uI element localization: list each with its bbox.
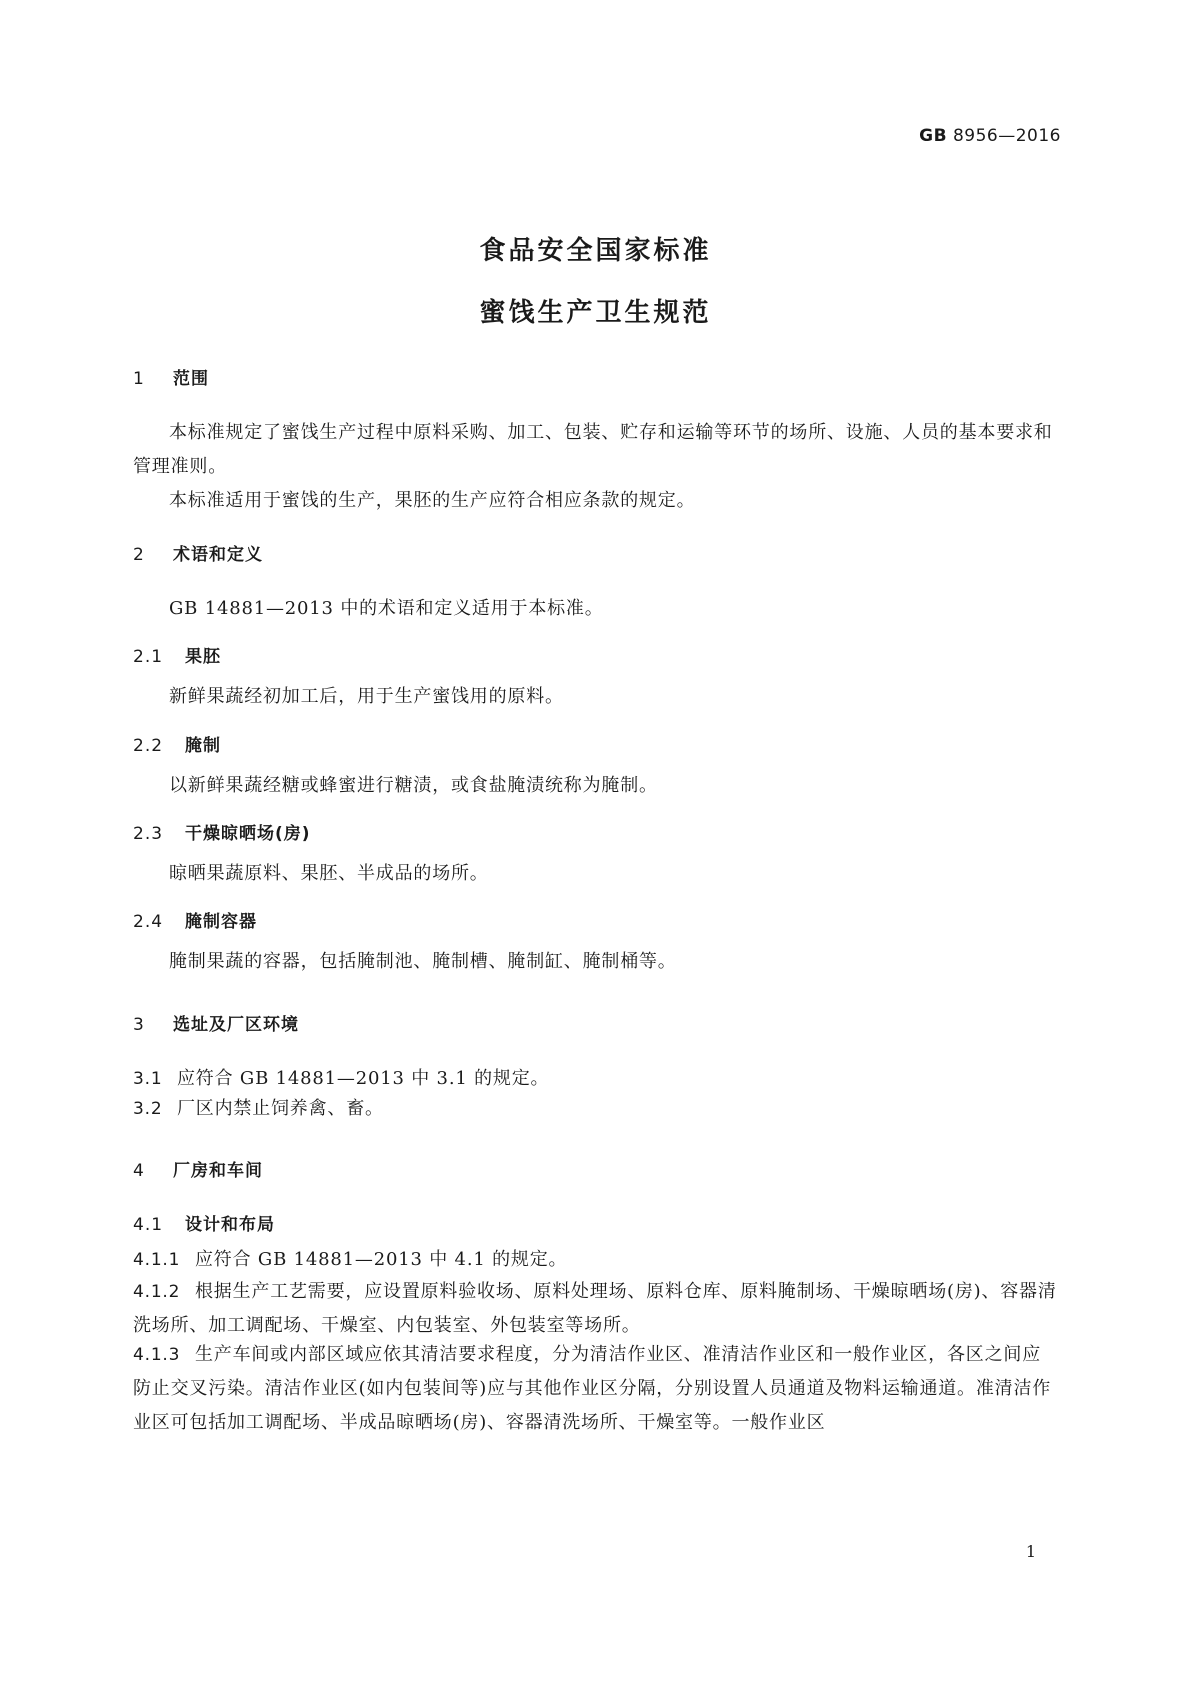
heading-2-2 bbox=[133, 731, 221, 756]
subsection-number: 4.1 bbox=[133, 1215, 164, 1235]
heading-2-1 bbox=[133, 642, 221, 667]
terms-paragraph: GB 14881—2013 中的术语和定义适用于本标准。 bbox=[169, 598, 604, 619]
subsection-title: 腌制 bbox=[185, 736, 221, 756]
document-title-line2: 蜜饯生产卫生规范 bbox=[479, 298, 712, 328]
section-title: 术语和定义 bbox=[173, 545, 263, 565]
standard-code bbox=[919, 126, 1061, 146]
standard-number: 8956—2016 bbox=[952, 126, 1061, 146]
subsection-number: 2.2 bbox=[133, 736, 164, 756]
clause-number: 4.1.3 bbox=[133, 1345, 181, 1365]
subsection-number: 2.4 bbox=[133, 912, 164, 932]
definition-2-4: 腌制果蔬的容器，包括腌制池、腌制槽、腌制缸、腌制桶等。 bbox=[169, 951, 677, 972]
subsection-title: 腌制容器 bbox=[185, 912, 257, 932]
definition-2-3: 晾晒果蔬原料、果胚、半成品的场所。 bbox=[169, 863, 489, 884]
heading-2-4 bbox=[133, 907, 257, 932]
heading-section-3 bbox=[133, 1010, 299, 1035]
subsection-title: 设计和布局 bbox=[185, 1215, 275, 1235]
definition-2-1: 新鲜果蔬经初加工后，用于生产蜜饯用的原料。 bbox=[169, 686, 564, 707]
scope-paragraph-1: 本标准规定了蜜饯生产过程中原料采购、加工、包装、贮存和运输等环节的场所、设施、人员的基本要求和管理准则。 bbox=[133, 422, 1053, 477]
heading-section-1 bbox=[133, 364, 209, 389]
clause-text: 应符合 GB 14881—2013 中 3.1 的规定。 bbox=[177, 1068, 550, 1089]
document-title-line1: 食品安全国家标准 bbox=[479, 236, 712, 266]
clause-3-1 bbox=[133, 1062, 1058, 1096]
definition-2-2: 以新鲜果蔬经糖或蜂蜜进行糖渍，或食盐腌渍统称为腌制。 bbox=[169, 775, 658, 796]
subsection-title: 干燥晾晒场(房) bbox=[185, 824, 311, 844]
clause-4-1-2 bbox=[133, 1275, 1058, 1343]
clause-number: 4.1.1 bbox=[133, 1250, 181, 1270]
clause-text: 根据生产工艺需要，应设置原料验收场、原料处理场、原料仓库、原料腌制场、干燥晾晒场(房)、容器清洗场所、加工调配场、干燥室、内包装室、外包装室等场所。 bbox=[133, 1281, 1057, 1336]
section-title: 选址及厂区环境 bbox=[173, 1015, 299, 1035]
section-title: 厂房和车间 bbox=[173, 1161, 263, 1181]
clause-text: 生产车间或内部区域应依其清洁要求程度，分为清洁作业区、准清洁作业区和一般作业区，各区之间应防止交叉污染。清洁作业区(如内包装间等)应与其他作业区分隔，分别设置人员通道及物料运输通道。准清洁作业区可包括加工调配场、半成品晾晒场(房)、容器清洗场所、干燥室等。一般作业区 bbox=[133, 1344, 1052, 1433]
page-number: 1 bbox=[1025, 1542, 1036, 1561]
clause-number: 4.1.2 bbox=[133, 1282, 181, 1302]
clause-3-2 bbox=[133, 1092, 1058, 1126]
subsection-title: 果胚 bbox=[185, 647, 221, 667]
section-number: 4 bbox=[133, 1161, 145, 1181]
clause-4-1-1 bbox=[133, 1243, 1058, 1277]
subsection-number: 2.3 bbox=[133, 824, 164, 844]
clause-text: 应符合 GB 14881—2013 中 4.1 的规定。 bbox=[195, 1249, 568, 1270]
section-number: 3 bbox=[133, 1015, 145, 1035]
heading-4-1 bbox=[133, 1210, 275, 1235]
heading-section-4 bbox=[133, 1156, 263, 1181]
clause-4-1-3 bbox=[133, 1338, 1058, 1440]
clause-number: 3.2 bbox=[133, 1099, 163, 1119]
section-title: 范围 bbox=[173, 369, 209, 389]
clause-text: 厂区内禁止饲养禽、畜。 bbox=[177, 1098, 384, 1119]
standard-prefix: GB bbox=[919, 126, 948, 146]
subsection-number: 2.1 bbox=[133, 647, 164, 667]
heading-2-3 bbox=[133, 819, 311, 844]
section-number: 2 bbox=[133, 545, 145, 565]
scope-paragraph-2: 本标准适用于蜜饯的生产，果胚的生产应符合相应条款的规定。 bbox=[169, 490, 696, 511]
heading-section-2 bbox=[133, 540, 263, 565]
clause-number: 3.1 bbox=[133, 1069, 163, 1089]
section-number: 1 bbox=[133, 369, 145, 389]
